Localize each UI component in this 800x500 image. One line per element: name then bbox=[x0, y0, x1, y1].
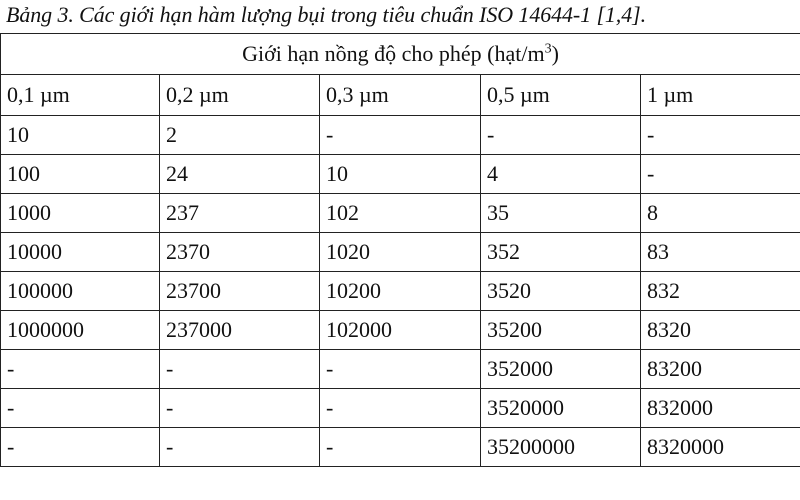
table-cell: 35200 bbox=[481, 311, 641, 350]
table-cell: 352000 bbox=[481, 350, 641, 389]
table-cell: 2 bbox=[160, 116, 320, 155]
table-cell: 83 bbox=[641, 233, 800, 272]
table-cell: 83200 bbox=[641, 350, 800, 389]
table-cell: - bbox=[1, 389, 160, 428]
table-cell: 8320 bbox=[641, 311, 800, 350]
table-cell: 832000 bbox=[641, 389, 800, 428]
table-cell: - bbox=[160, 350, 320, 389]
table-row bbox=[1, 194, 800, 233]
table-group-header-row bbox=[1, 34, 800, 75]
table-cell: 23700 bbox=[160, 272, 320, 311]
table-row bbox=[1, 233, 800, 272]
table-cell: 3520 bbox=[481, 272, 641, 311]
column-header: 0,2 µm bbox=[160, 75, 320, 116]
table-cell: 352 bbox=[481, 233, 641, 272]
table-row bbox=[1, 389, 800, 428]
table-cell: 102 bbox=[320, 194, 481, 233]
table-cell: - bbox=[1, 350, 160, 389]
table-cell: - bbox=[641, 116, 800, 155]
table-column-header-row bbox=[1, 75, 800, 116]
table-cell: 10 bbox=[1, 116, 160, 155]
table-row bbox=[1, 272, 800, 311]
table-cell: 10000 bbox=[1, 233, 160, 272]
table-cell: 102000 bbox=[320, 311, 481, 350]
table-cell: 1000 bbox=[1, 194, 160, 233]
table-cell: 237000 bbox=[160, 311, 320, 350]
table-cell: - bbox=[641, 155, 800, 194]
table-row bbox=[1, 116, 800, 155]
column-header: 0,1 µm bbox=[1, 75, 160, 116]
table-cell: - bbox=[160, 428, 320, 467]
concentration-limit-header bbox=[1, 34, 800, 75]
table-row bbox=[1, 428, 800, 467]
table-cell: - bbox=[320, 428, 481, 467]
table-cell: 1000000 bbox=[1, 311, 160, 350]
table-cell: 35 bbox=[481, 194, 641, 233]
table-cell: - bbox=[320, 389, 481, 428]
column-header: 0,5 µm bbox=[481, 75, 641, 116]
group-header-text: Giới hạn nồng độ cho phép (hạt/m bbox=[242, 41, 545, 66]
group-header-close: ) bbox=[551, 41, 559, 66]
dust-limits-table bbox=[0, 33, 800, 467]
table-cell: - bbox=[1, 428, 160, 467]
table-cell: - bbox=[160, 389, 320, 428]
table-cell: 24 bbox=[160, 155, 320, 194]
table-cell: 832 bbox=[641, 272, 800, 311]
table-cell: - bbox=[320, 116, 481, 155]
column-header: 1 µm bbox=[641, 75, 800, 116]
group-header-superscript: 3 bbox=[544, 41, 552, 57]
table-cell: 10 bbox=[320, 155, 481, 194]
table-cell: 2370 bbox=[160, 233, 320, 272]
table-cell: 8320000 bbox=[641, 428, 800, 467]
table-cell: 8 bbox=[641, 194, 800, 233]
table-cell: 100 bbox=[1, 155, 160, 194]
table-row bbox=[1, 350, 800, 389]
table-cell: 100000 bbox=[1, 272, 160, 311]
table-cell: - bbox=[320, 350, 481, 389]
table-cell: 1020 bbox=[320, 233, 481, 272]
table-caption: Bảng 3. Các giới hạn hàm lượng bụi trong tiêu chuẩn ISO 14644-1 [1,4]. bbox=[6, 2, 646, 27]
table-cell: 237 bbox=[160, 194, 320, 233]
table-cell: 35200000 bbox=[481, 428, 641, 467]
table-row bbox=[1, 155, 800, 194]
table-cell: 10200 bbox=[320, 272, 481, 311]
table-row bbox=[1, 311, 800, 350]
table-cell: - bbox=[481, 116, 641, 155]
table-cell: 4 bbox=[481, 155, 641, 194]
table-cell: 3520000 bbox=[481, 389, 641, 428]
column-header: 0,3 µm bbox=[320, 75, 481, 116]
